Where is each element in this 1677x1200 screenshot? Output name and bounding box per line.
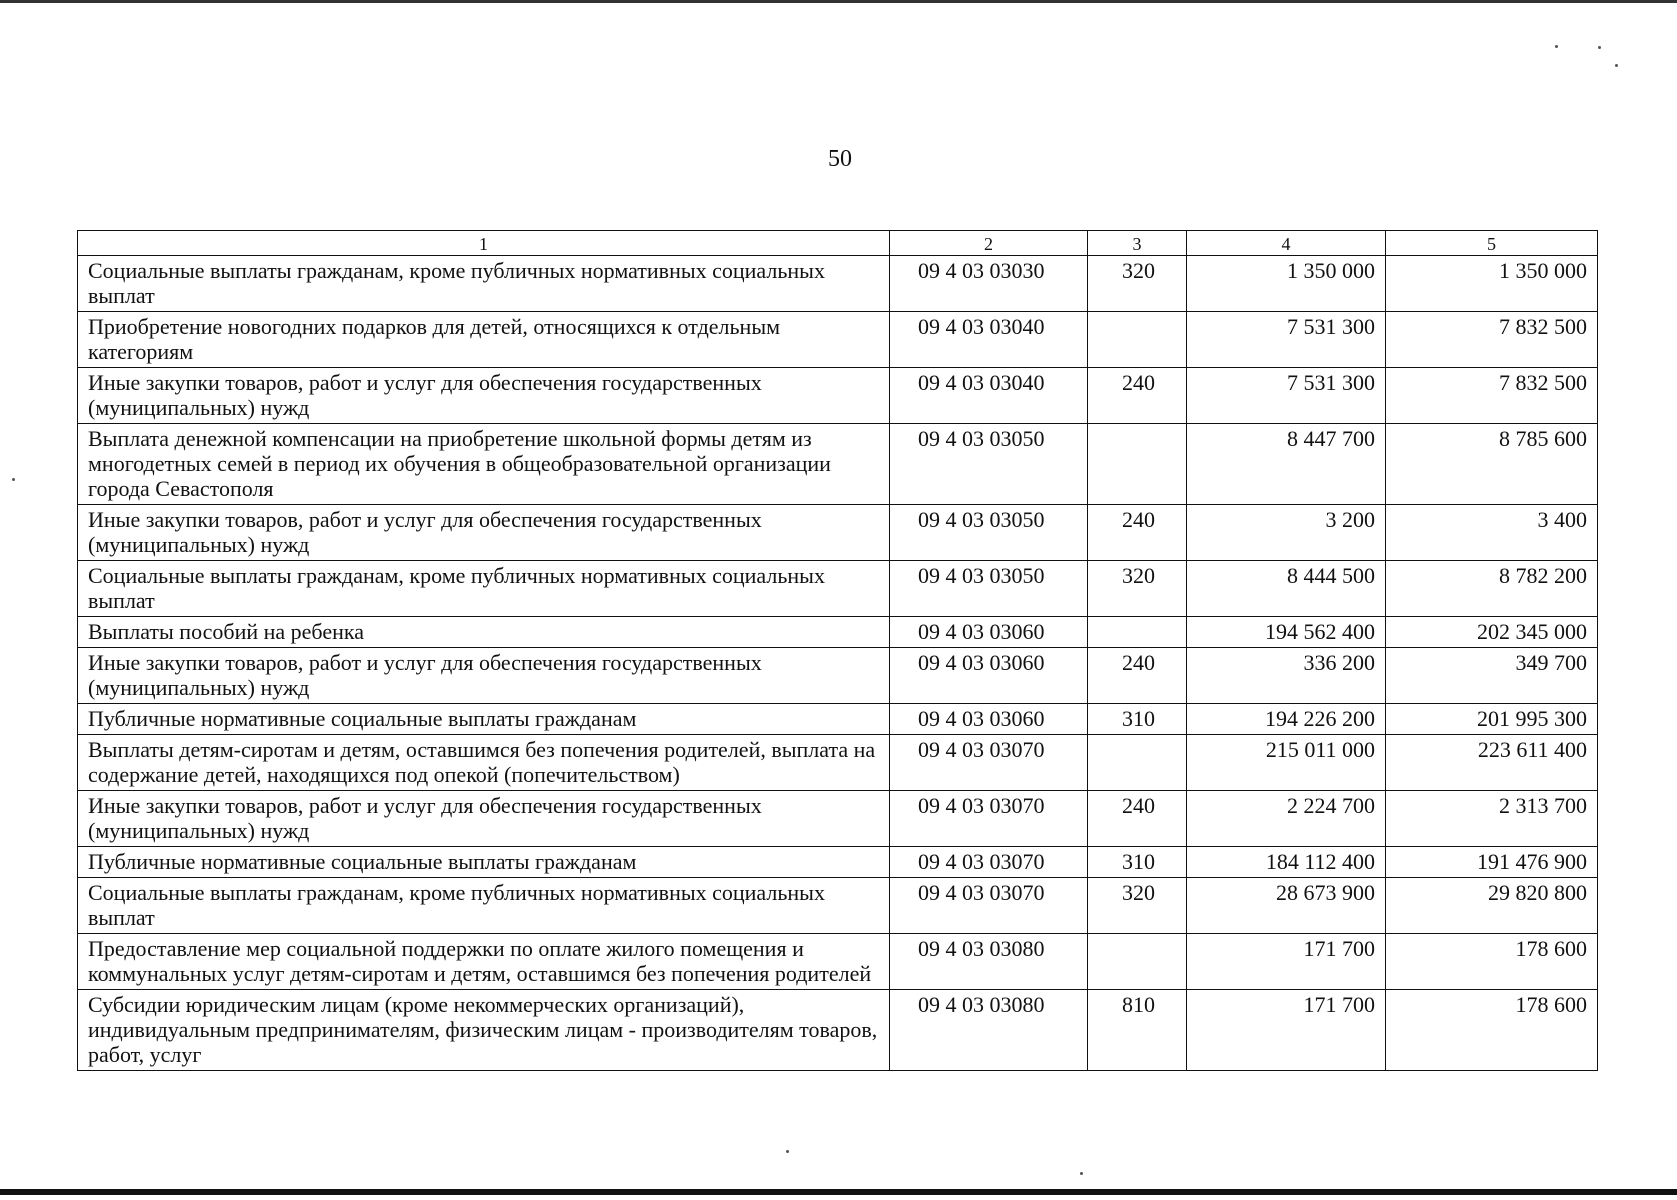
column-header-1: 1 bbox=[78, 231, 890, 256]
table-row bbox=[78, 648, 1598, 704]
row-value-2-cell: 7 832 500 bbox=[1386, 368, 1598, 424]
row-code-cell: 09 4 03 03080 bbox=[890, 990, 1088, 1071]
row-name-cell: Публичные нормативные социальные выплаты гражданам bbox=[78, 704, 890, 735]
row-value-2-cell: 8 782 200 bbox=[1386, 561, 1598, 617]
row-value-2-cell: 202 345 000 bbox=[1386, 617, 1598, 648]
row-name-cell: Публичные нормативные социальные выплаты гражданам bbox=[78, 847, 890, 878]
table-row bbox=[78, 791, 1598, 847]
row-value-2-cell: 3 400 bbox=[1386, 505, 1598, 561]
top-border-line bbox=[0, 0, 1677, 3]
row-type-cell: 320 bbox=[1088, 256, 1187, 312]
column-header-3: 3 bbox=[1088, 231, 1187, 256]
row-value-2-cell: 178 600 bbox=[1386, 934, 1598, 990]
row-type-cell bbox=[1088, 617, 1187, 648]
table-row bbox=[78, 312, 1598, 368]
row-name-cell: Выплаты детям-сиротам и детям, оставшимся без попечения родителей, выплата на содержание детей, находящихся под опекой (попечительством) bbox=[78, 735, 890, 791]
row-name-cell: Социальные выплаты гражданам, кроме публичных нормативных социальных выплат bbox=[78, 878, 890, 934]
row-name-cell: Иные закупки товаров, работ и услуг для обеспечения государственных (муниципальных) нужд bbox=[78, 648, 890, 704]
row-name-cell: Иные закупки товаров, работ и услуг для обеспечения государственных (муниципальных) нужд bbox=[78, 791, 890, 847]
row-value-1-cell: 8 447 700 bbox=[1187, 424, 1386, 505]
row-code-cell: 09 4 03 03080 bbox=[890, 934, 1088, 990]
row-name-cell: Иные закупки товаров, работ и услуг для обеспечения государственных (муниципальных) нужд bbox=[78, 368, 890, 424]
page-number: 50 bbox=[828, 146, 852, 172]
row-code-cell: 09 4 03 03050 bbox=[890, 505, 1088, 561]
row-code-cell: 09 4 03 03050 bbox=[890, 561, 1088, 617]
row-code-cell: 09 4 03 03070 bbox=[890, 735, 1088, 791]
row-name-cell: Приобретение новогодних подарков для детей, относящихся к отдельным категориям bbox=[78, 312, 890, 368]
scan-speck bbox=[12, 478, 15, 481]
row-value-2-cell: 2 313 700 bbox=[1386, 791, 1598, 847]
row-value-1-cell: 1 350 000 bbox=[1187, 256, 1386, 312]
row-type-cell bbox=[1088, 312, 1187, 368]
row-type-cell: 810 bbox=[1088, 990, 1187, 1071]
row-value-1-cell: 194 562 400 bbox=[1187, 617, 1386, 648]
table-row bbox=[78, 368, 1598, 424]
row-name-cell: Предоставление мер социальной поддержки по оплате жилого помещения и коммунальных услуг детям-сиротам и детям, оставшимся без попечения родителей bbox=[78, 934, 890, 990]
table-row bbox=[78, 256, 1598, 312]
row-code-cell: 09 4 03 03070 bbox=[890, 791, 1088, 847]
row-value-1-cell: 8 444 500 bbox=[1187, 561, 1386, 617]
table-row bbox=[78, 735, 1598, 791]
row-value-1-cell: 215 011 000 bbox=[1187, 735, 1386, 791]
scan-speck bbox=[786, 1150, 789, 1153]
row-type-cell bbox=[1088, 934, 1187, 990]
table-row bbox=[78, 424, 1598, 505]
row-value-2-cell: 191 476 900 bbox=[1386, 847, 1598, 878]
row-name-cell: Выплаты пособий на ребенка bbox=[78, 617, 890, 648]
scan-speck bbox=[1598, 46, 1601, 49]
row-code-cell: 09 4 03 03060 bbox=[890, 617, 1088, 648]
row-value-1-cell: 28 673 900 bbox=[1187, 878, 1386, 934]
row-name-cell: Социальные выплаты гражданам, кроме публичных нормативных социальных выплат bbox=[78, 561, 890, 617]
table-row bbox=[78, 561, 1598, 617]
bottom-border-line bbox=[0, 1189, 1677, 1195]
row-type-cell: 310 bbox=[1088, 847, 1187, 878]
table-row bbox=[78, 934, 1598, 990]
row-code-cell: 09 4 03 03050 bbox=[890, 424, 1088, 505]
column-header-2: 2 bbox=[890, 231, 1088, 256]
budget-table bbox=[77, 230, 1598, 1071]
row-value-1-cell: 7 531 300 bbox=[1187, 368, 1386, 424]
row-name-cell: Субсидии юридическим лицам (кроме некоммерческих организаций), индивидуальным предпринимателям, физическим лицам - производителям товаров, работ, услуг bbox=[78, 990, 890, 1071]
row-type-cell: 310 bbox=[1088, 704, 1187, 735]
row-code-cell: 09 4 03 03070 bbox=[890, 878, 1088, 934]
row-type-cell: 320 bbox=[1088, 878, 1187, 934]
table-row bbox=[78, 505, 1598, 561]
scan-speck bbox=[1615, 64, 1618, 67]
row-type-cell bbox=[1088, 735, 1187, 791]
row-value-2-cell: 7 832 500 bbox=[1386, 312, 1598, 368]
table-header-row bbox=[78, 231, 1598, 256]
row-name-cell: Иные закупки товаров, работ и услуг для обеспечения государственных (муниципальных) нужд bbox=[78, 505, 890, 561]
row-type-cell: 240 bbox=[1088, 791, 1187, 847]
table-row bbox=[78, 878, 1598, 934]
scan-speck bbox=[1555, 45, 1558, 48]
row-value-1-cell: 194 226 200 bbox=[1187, 704, 1386, 735]
row-name-cell: Выплата денежной компенсации на приобретение школьной формы детям из многодетных семей в период их обучения в общеобразовательной организации города Севастополя bbox=[78, 424, 890, 505]
row-value-1-cell: 3 200 bbox=[1187, 505, 1386, 561]
row-type-cell: 240 bbox=[1088, 505, 1187, 561]
row-value-1-cell: 184 112 400 bbox=[1187, 847, 1386, 878]
row-value-1-cell: 2 224 700 bbox=[1187, 791, 1386, 847]
table-body bbox=[78, 256, 1598, 1071]
row-name-cell: Социальные выплаты гражданам, кроме публичных нормативных социальных выплат bbox=[78, 256, 890, 312]
table-row bbox=[78, 847, 1598, 878]
row-code-cell: 09 4 03 03030 bbox=[890, 256, 1088, 312]
column-header-4: 4 bbox=[1187, 231, 1386, 256]
row-type-cell: 320 bbox=[1088, 561, 1187, 617]
row-value-2-cell: 201 995 300 bbox=[1386, 704, 1598, 735]
row-type-cell bbox=[1088, 424, 1187, 505]
table-row bbox=[78, 704, 1598, 735]
row-value-1-cell: 7 531 300 bbox=[1187, 312, 1386, 368]
row-value-1-cell: 336 200 bbox=[1187, 648, 1386, 704]
row-type-cell: 240 bbox=[1088, 368, 1187, 424]
row-value-1-cell: 171 700 bbox=[1187, 934, 1386, 990]
row-code-cell: 09 4 03 03060 bbox=[890, 648, 1088, 704]
row-code-cell: 09 4 03 03060 bbox=[890, 704, 1088, 735]
table-row bbox=[78, 990, 1598, 1071]
row-value-2-cell: 223 611 400 bbox=[1386, 735, 1598, 791]
row-value-2-cell: 1 350 000 bbox=[1386, 256, 1598, 312]
row-type-cell: 240 bbox=[1088, 648, 1187, 704]
row-code-cell: 09 4 03 03040 bbox=[890, 368, 1088, 424]
row-value-2-cell: 349 700 bbox=[1386, 648, 1598, 704]
row-code-cell: 09 4 03 03070 bbox=[890, 847, 1088, 878]
row-value-2-cell: 178 600 bbox=[1386, 990, 1598, 1071]
row-value-2-cell: 29 820 800 bbox=[1386, 878, 1598, 934]
row-value-2-cell: 8 785 600 bbox=[1386, 424, 1598, 505]
row-code-cell: 09 4 03 03040 bbox=[890, 312, 1088, 368]
scan-speck bbox=[1080, 1172, 1083, 1175]
column-header-5: 5 bbox=[1386, 231, 1598, 256]
row-value-1-cell: 171 700 bbox=[1187, 990, 1386, 1071]
table-row bbox=[78, 617, 1598, 648]
